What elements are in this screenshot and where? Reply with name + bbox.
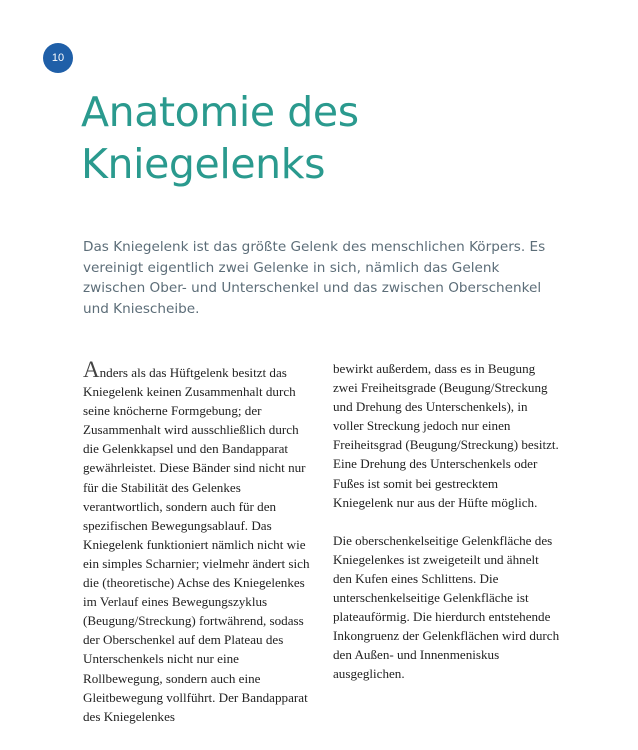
left-paragraph-text: nders als das Hüftgelenk besitzt das Kniegelenk keinen Zusammenhalt durch seine knöcherne Formgebung; der Zusammenhalt wird ausschließlich durch die Gelenkkapsel und den Bandapparat gewährleistet. Diese Bänder sind nicht nur für die Stabilität des Gelenkes verantwortlich, sondern auch für den spezifischen Bewegungsablauf. Das Kniegelenk funktioniert nämlich nicht wie ein simples Scharnier; vielmehr ändert sich die (theoretische) Achse des Kniegelenkes im Verlauf eines Bewegungszyklus (Beugung/Streckung) fortwährend, sodass der Oberschenkel auf dem Plateau des Unterschenkels nicht nur eine Rollbewegung, sondern auch eine Gleitbewegung vollführt. Der Bandapparat des Kniegelenkes xyxy=(83,365,310,724)
drop-cap: A xyxy=(83,357,100,382)
right-paragraph-2: Die oberschenkelseitige Gelenkfläche des Kniegelenkes ist zweigeteilt und ähnelt den Kufen eines Schlittens. Die unterschenkelseitige Gelenkfläche ist plateauförmig. Die hierdurch entstehende Inkongruenz der Gelenkflächen wird durch den Außen- und Innenmeniskus ausgeglichen. xyxy=(333,532,560,682)
title-line-2: Kniegelenks xyxy=(81,140,326,188)
left-paragraph xyxy=(83,357,310,726)
page-title xyxy=(81,86,359,190)
right-paragraph-1: bewirkt außerdem, dass es in Beugung zwei Freiheitsgrade (Beugung/Streckung und Drehung des Unterschenkels), in voller Streckung jedoch nur einen Freiheitsgrad (Beugung/Streckung) besitzt. Eine Drehung des Unterschenkels oder Fußes ist somit bei gestrecktem Kniegelenk nur aus der Hüfte möglich. xyxy=(333,361,559,510)
lead-paragraph: Das Kniegelenk ist das größte Gelenk des menschlichen Körpers. Es vereinigt eigentlich zwei Gelenke in sich, nämlich das Gelenk zwischen Ober- und Unterschenkel und das zwischen Oberschenkel und Kniescheibe. xyxy=(83,239,546,317)
body-column-right xyxy=(333,359,560,684)
page-number: 10 xyxy=(51,52,65,64)
page-number-badge xyxy=(43,43,73,73)
body-column-left xyxy=(83,357,310,726)
title-line-1: Anatomie des xyxy=(81,88,359,136)
